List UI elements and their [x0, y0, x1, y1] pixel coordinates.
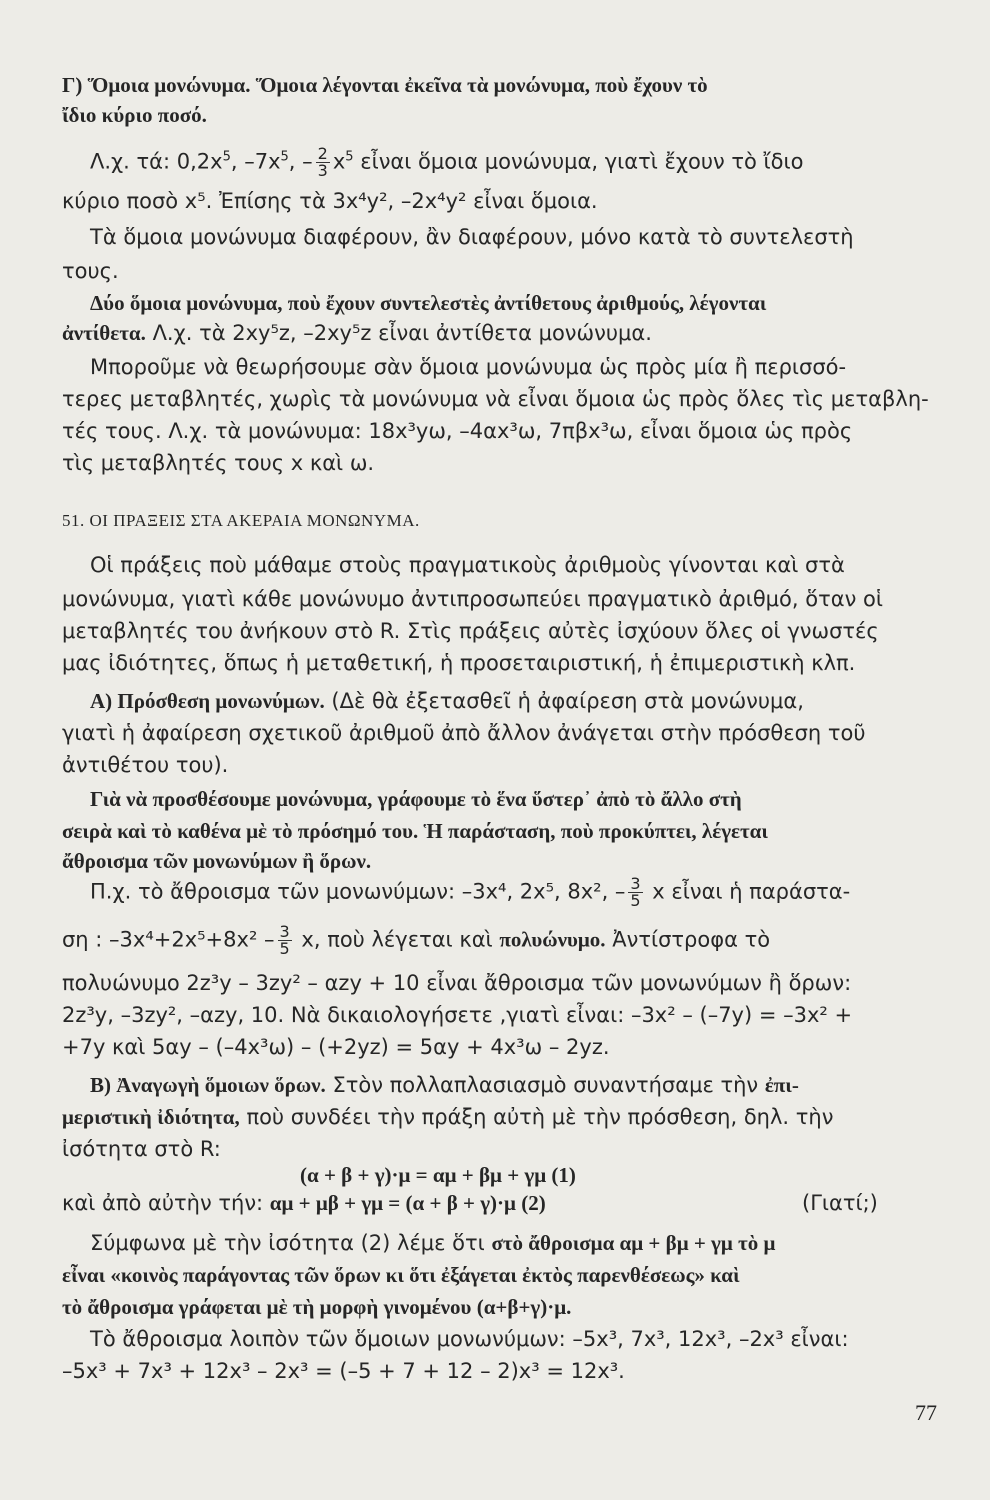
line-operations-4: μας ἰδιότητες, ὅπως ἡ μεταθετική, ἡ προσεταιριστική, ἡ ἐπιμεριστικὴ κλπ. [62, 651, 856, 675]
line-addition-rule-2: σειρὰ καὶ τὸ καθένα μὲ τὸ πρόσημό του. Ἡ παράσταση, ποὺ προκύπτει, λέγεται [62, 819, 768, 843]
line-sum-example-2: ση : –3x⁴+2x⁵+8x² – $\frac{3}{5}$ x, ποὺ λέγεται καὶ πολυώνυμο. Ἀντίστροφα τὸ [62, 922, 771, 958]
line-equation-2: καὶ ἀπὸ αὐτὴν τήν: αμ + μβ + γμ = (α + β + γ)·μ (2) (Γιατί;) [62, 1191, 878, 1215]
line-opposite-def: Δύο ὅμοια μονώνυμα, ποὺ ἔχουν συντελεστὲς ἀντίθετους ἀριθμούς, λέγονται [90, 291, 767, 315]
fraction-two-thirds: $\frac{2}{3}$ [317, 144, 328, 180]
line-differ-coefficient-cont: τους. [62, 259, 119, 283]
line-final-sum-1: Τὸ ἄθροισμα λοιπὸν τῶν ὅμοιων μονωνύμων: –5x³, 7x³, 12x³, –2x³ εἶναι: [90, 1327, 849, 1351]
line-addition-heading: Α) Πρόσθεση μονωνύμων. (Δὲ θὰ ἐξετασθεῖ ἡ ἀφαίρεση στὰ μονώνυμα, [90, 689, 804, 713]
line-similar-monomials-def: Γ) Ὅμοια μονώνυμα. Ὅμοια λέγονται ἐκεῖνα τὰ μονώνυμα, ποὺ ἔχουν τὸ [62, 73, 708, 97]
line-main-quantity: κύριο ποσὸ x⁵. Ἐπίσης τὰ 3x⁴y², –2x⁴y² εἶναι ὅμοια. [62, 189, 598, 213]
line-polynomial-3: +7y καὶ 5αy – (–4x³ω) – (+2yz) = 5αy + 4x³ω – 2yz. [62, 1035, 610, 1059]
line-similar-monomials-def-cont: ἴδιο κύριο ποσό. [62, 103, 207, 127]
line-variables-4: τὶς μεταβλητές τους x καὶ ω. [62, 451, 375, 475]
line-reduction-2: μεριστικὴ ἰδιότητα, ποὺ συνδέει τὴν πράξη αὐτὴ μὲ τὴν πρόσθεση, δηλ. τὴν [62, 1105, 834, 1129]
line-operations-1: Οἱ πράξεις ποὺ μάθαμε στοὺς πραγματικοὺς ἀριθμοὺς γίνονται καὶ στὰ [90, 553, 845, 577]
line-addition-rule-1: Γιὰ νὰ προσθέσουμε μονώνυμα, γράφουμε τὸ ἕνα ὕστερ᾽ ἀπὸ τὸ ἄλλο στὴ [90, 787, 742, 811]
line-variables-3: τές τους. Λ.χ. τὰ μονώνυμα: 18x³yω, –4αx³ω, 7πβx³ω, εἶναι ὅμοια ὡς πρὸς [62, 419, 853, 443]
line-final-sum-2: –5x³ + 7x³ + 12x³ – 2x³ = (–5 + 7 + 12 – 2)x³ = 12x³. [62, 1359, 625, 1383]
line-operations-3: μεταβλητές του ἀνήκουν στὸ R. Στὶς πράξεις αὐτὲς ἰσχύουν ὅλες οἱ γνωστές [62, 619, 879, 643]
line-common-factor-3: τὸ ἄθροισμα γράφεται μὲ τὴ μορφὴ γινομένου (α+β+γ)·μ. [62, 1295, 572, 1319]
line-reduction-3: ἰσότητα στὸ R: [62, 1137, 221, 1161]
fraction-three-fifths: $\frac{3}{5}$ [630, 874, 641, 910]
page-number: 77 [915, 1400, 937, 1425]
equation-1: (α + β + γ)·μ = αμ + βμ + γμ (1) [300, 1163, 576, 1187]
line-variables-1: Μποροῦμε νὰ θεωρήσουμε σὰν ὅμοια μονώνυμα ὡς πρὸς μία ἢ περισσό- [90, 355, 847, 379]
line-operations-2: μονώνυμα, γιατὶ κάθε μονώνυμο ἀντιπροσωπεύει πραγματικὸ ἀριθμό, ὅταν οἱ [62, 587, 883, 611]
line-example-similar: Λ.χ. τά: $0,2x^5$, $-7x^5$, – $\frac{2}{3}$ $x^5$ εἶναι ὅμοια μονώνυμα, γιατὶ ἔχουν τὸ ἴδιο [90, 144, 804, 180]
line-polynomial-1: πολυώνυμο 2z³y – 3zy² – αzy + 10 εἶναι ἄθροισμα τῶν μονωνύμων ἢ ὅρων: [62, 971, 852, 995]
line-differ-coefficient: Τὰ ὅμοια μονώνυμα διαφέρουν, ἂν διαφέρουν, μόνο κατὰ τὸ συντελεστὴ [90, 225, 854, 249]
line-sum-example-1: Π.χ. τὸ ἄθροισμα τῶν μονωνύμων: –3x⁴, 2x⁵, 8x², – $\frac{3}{5}$ x εἶναι ἡ παράστα- [90, 874, 851, 910]
line-addition-2: γιατὶ ἡ ἀφαίρεση σχετικοῦ ἀριθμοῦ ἀπὸ ἄλλον ἀνάγεται στὴν πρόσθεση τοῦ [62, 721, 866, 745]
line-polynomial-2: 2z³y, –3zy², –αzy, 10. Νὰ δικαιολογήσετε ,γιατὶ εἶναι: –3x² – (–7y) = –3x² + [62, 1003, 853, 1027]
line-common-factor-1: Σύμφωνα μὲ τὴν ἰσότητα (2) λέμε ὅτι στὸ ἄθροισμα αμ + βμ + γμ τὸ μ [90, 1231, 776, 1255]
line-addition-3: ἀντιθέτου του). [62, 753, 229, 777]
line-common-factor-2: εἶναι «κοινὸς παράγοντας τῶν ὅρων κι ὅτι ἐξάγεται ἐκτὸς παρενθέσεως» καὶ [62, 1263, 740, 1287]
line-reduction-heading: Β) Ἀναγωγὴ ὅμοιων ὅρων. Στὸν πολλαπλασιασμὸ συναντήσαμε τὴν ἐπι- [90, 1073, 799, 1097]
line-variables-2: τερες μεταβλητές, χωρὶς τὰ μονώνυμα νὰ εἶναι ὅμοια ὡς πρὸς ὅλες τὶς μεταβλη- [62, 387, 929, 411]
section-heading: 51. ΟΙ ΠΡΑΞΕΙΣ ΣΤΑ ΑΚΕΡΑΙΑ ΜΟΝΩΝΥΜΑ. [62, 511, 420, 530]
fraction-three-fifths-2: $\frac{3}{5}$ [279, 922, 290, 958]
line-opposite-example: ἀντίθετα. Λ.χ. τὰ 2xy⁵z, –2xy⁵z εἶναι ἀντίθετα μονώνυμα. [62, 321, 652, 345]
line-addition-rule-3: ἄθροισμα τῶν μονωνύμων ἢ ὅρων. [62, 849, 372, 873]
